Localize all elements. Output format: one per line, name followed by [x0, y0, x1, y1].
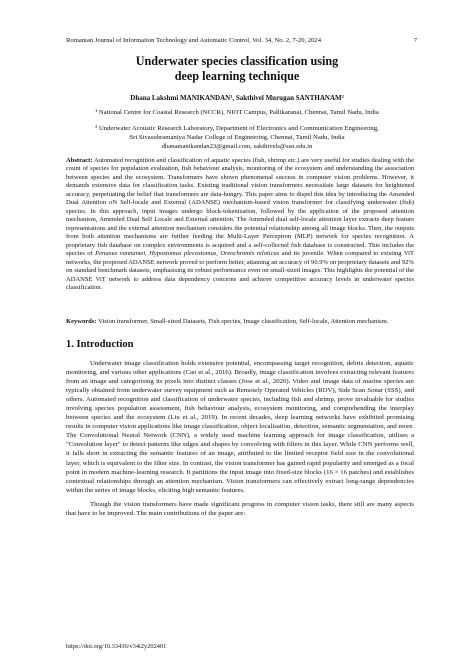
- intro-paragraph-1: Underwater image classification holds extensive potential, encompassing target recognition, debris detection, aquatic monitoring, and various other applications (Cao et al., 2016). Broadly, image classification involves extracting relevant features from an image and categorising its pixels into distinct classes (Jose et al., 2020). Video and image data of marine species are typically obtained from underwater survey equipment such as Remotely Operated Vehicles (ROV), Side Scan Sonar (SSS), and others. Automated recognition and classification of underwater species, including fish and shrimp, prove invaluable for studies involving species population assessment, fish behaviour analysis, ecosystem monitoring, and comprehending the interplay between species and the ecosystem (Liu et al., 2019). In recent decades, deep learning networks have exhibited promising results in computer vision applications like image classification, object localisation, detection, semantic segmentation, and more. The Convolutional Neural Network (CNN), a widely used machine learning approach for image classification, utilises a "Convolution layer" to detect patterns like edges and shapes by convolving with filters in this layer. While CNN performs well, it falls short in extracting the semantic features of an image, attributed to the limited receptor field size in the convolutional layer, which is equivalent to the filter size. In contrast, the vision transformer has gained rapid popularity and emerged as a focal point in modern machine-learning research. It partitions the input image into fixed-size blocks (16 × 16 patches) and establishes contextual relationships through an attention mechanism. Vision transformers can effectively extract long-range dependencies within the series of image blocks, eliciting high semantic features.: [66, 360, 414, 494]
- author-emails: dhanamanikandan23@gmail.com, sakthivels@ssn.edu.in: [161, 143, 313, 150]
- abstract-text-continued: and its juvenile. When compared to existing ViT networks, the proposed ADANSE network proved to perform better, attaining an accuracy of 90.9% on proprietary datasets and 92% on standard benchmark datasets, emphasising its robust performance even on small-sized images. This highlights the potential of the ADANSE ViT network to address data dependency concerns and achieve competitive accuracy levels in underwater species classification.: [66, 250, 414, 292]
- section-heading-introduction: 1. Introduction: [66, 339, 134, 350]
- keywords: [66, 318, 414, 327]
- abstract-label: Abstract:: [66, 157, 93, 164]
- page-number: 7: [413, 37, 417, 44]
- affiliation-1: ¹ National Centre for Coastal Research (NCCR), NIOT Campus, Pallikaranai, Chennai, Tamil Nadu, India: [95, 109, 379, 116]
- doi-link[interactable]: https://doi.org/10.33436/v34i2y202401: [66, 643, 167, 650]
- intro-paragraph-2: Though the vision transformers have made significant progress in computer vision tasks, there still are many aspects that have to be improved. The main contributions of the paper are:: [66, 500, 414, 517]
- keywords-text: Vision transformer, Small-sized Datasets, Fish species, Image classification, Self-locale, Attention mechanism.: [96, 318, 389, 325]
- affiliation-2-line-1: ² Underwater Acoustic Research Laboratory, Department of Electronics and Communication Engineering,: [95, 125, 379, 132]
- abstract-species-names: Penaeus vannamei, Hypostomus plecostomus, Oreochromis niloticus: [95, 250, 280, 258]
- paper-title: [60, 54, 414, 85]
- abstract-text: Automated recognition and classification of aquatic species (fish, shrimp etc.) are very useful for studies dealing with the count of species for population evaluation, fish behaviour analysis, monitoring of the ecosystem and understanding the association between species and the ecosystem. Transformers have shown phenomenal success in computer vision problems. However, it demands extensive data for classification tasks. Existing traditional vision transformers necessitate large datasets for heightened accuracy, perpetuating the belief that transformers are data-hungry. This paper aims to dispel this idea by introducing the Amended Dual Attention oN Self-locale and External (ADANSE) mechanism-based vision transformer for classifying underwater (fish) species. In this approach, input images undergo block-tokenization, followed by the application of the proposed attention mechanism, Amended Dual Self Locale and External attention. The Amended dual self-locale attention layer extracts deep feature representations and the external attention mechanism considers the potential relationship among all image blocks. Then, the outputs from both attention mechanisms are further feeding the Multi-Layer Perceptron (MLP) network for species recognition. A proprietary fish database on complex environments is acquired and a self-collected fish database is constructed. This includes the species of: [66, 157, 414, 258]
- author-list: Dhana Lakshmi MANIKANDAN¹, Sakthivel Murugan SANTHANAM²: [130, 94, 344, 102]
- abstract: [66, 157, 414, 293]
- affiliation-2: [60, 125, 414, 142]
- affiliation-2-line-2: Sri Sivasubramaniya Nadar College of Engineering, Chennai, Tamil Nadu, India: [129, 133, 345, 141]
- journal-citation: Romanian Journal of Information Technology and Automatic Control, Vol. 34, No. 2, 7-20, 2024: [66, 37, 322, 44]
- title-line-1: Underwater species classification using: [135, 54, 339, 68]
- title-line-2: deep learning technique: [174, 69, 300, 84]
- keywords-label: Keywords:: [66, 318, 97, 325]
- introduction-body: [66, 359, 414, 518]
